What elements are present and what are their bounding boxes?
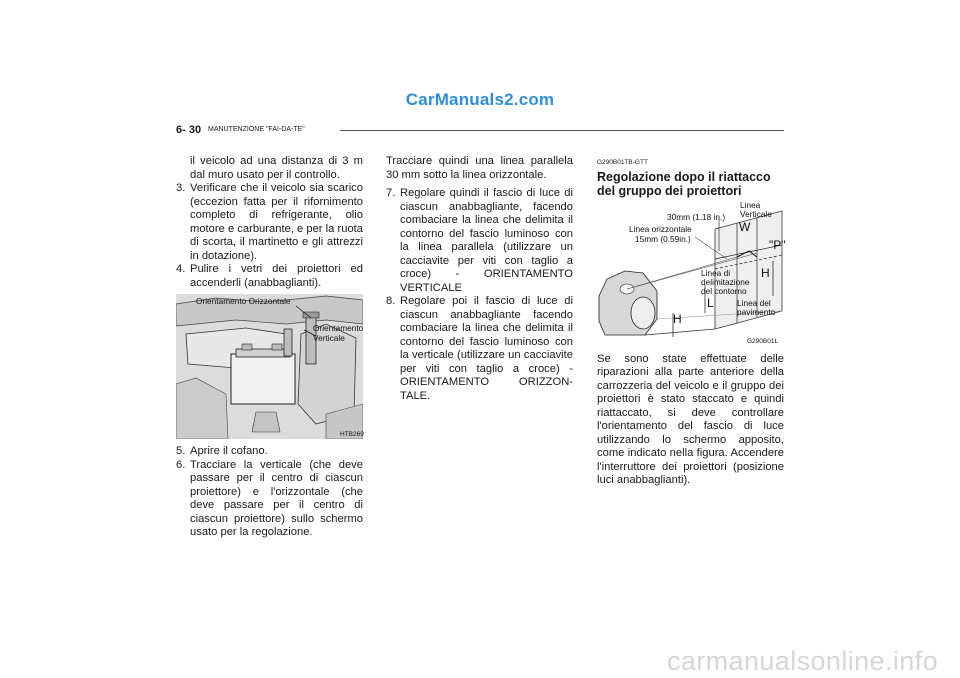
figure-code: G290B01L xyxy=(747,337,779,345)
col3-paragraph: Se sono state effettuate delle riparazioni alla parte anteriore della carrozzeria del veicolo e il gruppo dei proiettori è stato staccato e quindi riattaccato, si deve controllare l'orientamento del fascio di luce utilizzando lo schermo apposito, come indicato nella figura. Accendere l'interruttore dei proiettori (posizione luci anabbaglianti). xyxy=(597,352,784,486)
list-item xyxy=(176,445,363,459)
section-heading: Regolazione dopo il riattacco del gruppo dei proiettori xyxy=(597,169,771,198)
label-delimitazione: delimitazione xyxy=(701,276,750,287)
item-text: Aprire il cofano. xyxy=(190,445,268,457)
headlight-aim-drawing xyxy=(597,201,784,347)
label-linea-orizzontale: Linea orizzontale xyxy=(629,223,692,234)
label-orientamento-orizzontale: Orientamento Orizzontale xyxy=(196,296,291,306)
label-p: "P" xyxy=(769,237,786,252)
item-text: Regolare poi il fascio di luce di ciascun anabbagliante facendo combaciare la linea che delimita il contorno del fascio luminoso con la verticale (utilizzare un cacciavite per viti con taglio a croce) - ORIENTAMENTO ORIZZON-TALE. xyxy=(400,295,573,402)
label-orientamento: Orientamento xyxy=(313,323,364,333)
watermark-carmanuals2[interactable]: CarManuals2.com xyxy=(405,90,555,109)
page-number: 6- 30 xyxy=(176,124,202,136)
item-text: Tracciare la verticale (che deve passare per il centro di ciascun proiettore) e l'orizzontale (che deve passare per il centro di ciascun proiettore) sullo schermo usato per la regolazione. xyxy=(190,458,363,538)
label-verticale: Verticale xyxy=(740,208,772,219)
engine-bay-figure xyxy=(176,294,363,439)
label-h-right: H xyxy=(761,265,770,280)
label-h-left: H xyxy=(673,311,682,326)
item-number: 7. xyxy=(386,187,396,199)
label-w: W xyxy=(739,219,751,234)
label-linea-di: Linea di xyxy=(701,267,731,278)
column-1 xyxy=(176,155,363,540)
list-item xyxy=(176,459,363,540)
label-linea: Linea xyxy=(740,199,761,210)
engine-bay-drawing xyxy=(176,294,363,439)
label-linea-del: Linea del xyxy=(737,297,771,308)
page-header xyxy=(176,124,784,138)
headlight-aim-figure xyxy=(597,201,784,347)
figure-code: HTB269 xyxy=(340,431,364,438)
header-rule xyxy=(340,130,784,131)
item-number: 3. xyxy=(176,182,186,194)
column-2 xyxy=(386,155,573,403)
label-15mm: 15mm (0.59in.) xyxy=(635,233,691,244)
column-3 xyxy=(597,156,784,488)
watermark-carmanualsonline[interactable]: carmanualsonline.info xyxy=(666,646,938,676)
section-title: MANUTENZIONE "FAI-DA-TE" xyxy=(208,126,305,133)
list-item xyxy=(386,187,573,295)
list-item xyxy=(176,182,363,263)
item-text: Pulire i vetri dei proiettori ed accenderli (anabbaglianti). xyxy=(190,263,363,289)
item-number: 6. xyxy=(176,458,186,471)
label-pavimento: pavimento xyxy=(737,306,776,317)
list-item xyxy=(386,295,573,403)
label-30mm: 30mm (1.18 in.) xyxy=(667,211,726,222)
item-text: Regolare quindi il fascio di luce di ciascun anabbagliante, facendo combaciare la linea che delimita il contorno del fascio luminoso con la linea parallela (utilizzare un cacciavite per viti con taglio a croce) - ORIENTAMENTO VERTICALE xyxy=(400,187,573,294)
list-item xyxy=(176,263,363,290)
label-l: L xyxy=(707,295,714,310)
label-del-contorno: del contorno xyxy=(701,285,747,296)
item-number: 8. xyxy=(386,295,396,307)
item-number: 5. xyxy=(176,445,186,457)
label-verticale: Verticale xyxy=(313,333,345,343)
col1-intro: il veicolo ad una distanza di 3 m dal muro usato per il controllo. xyxy=(190,155,363,181)
col2-intro: Tracciare quindi una linea parallela 30 mm sotto la linea orizzontale. xyxy=(386,155,573,181)
item-number: 4. xyxy=(176,263,186,275)
section-code: G290B01TB-GTT xyxy=(597,159,648,166)
item-text: Verificare che il veicolo sia scarico (eccezion fatta per il rifornimento completo di refrigerante, olio motore e carburante, e per la ruota di scorta, il martinetto e gli attrezzi in dotazione). xyxy=(190,182,363,262)
